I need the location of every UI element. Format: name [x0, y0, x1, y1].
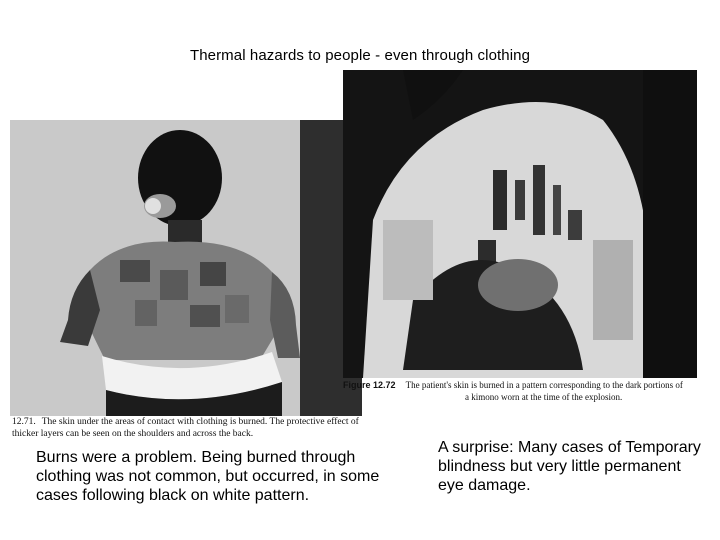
- figure-label: Figure 12.72: [343, 380, 396, 390]
- right-photo-kimono-burns: [343, 70, 697, 378]
- left-photo-caption: [12, 416, 372, 440]
- left-photo-burned-back: [10, 120, 362, 416]
- right-photo-caption: [343, 379, 703, 403]
- right-body-text: A surprise: Many cases of Temporary blindness but very little permanent eye damage.: [438, 439, 701, 494]
- right-caption-line2: a kimono worn at the time of the explosion.: [465, 392, 623, 402]
- slide-title: Thermal hazards to people - even through clothing: [189, 47, 531, 64]
- left-caption-text: The skin under the areas of contact with clothing is burned. The protective effect of thicker layers can be seen on the shoulders and across the back.: [12, 417, 359, 439]
- left-body-text: Burns were a problem. Being burned through clothing was not common, but occurred, in some cases following black on white pattern.: [36, 449, 380, 504]
- right-caption-line1: The patient's skin is burned in a pattern corresponding to the dark portions of: [405, 380, 683, 390]
- left-caption-number: 12.71.: [12, 417, 36, 427]
